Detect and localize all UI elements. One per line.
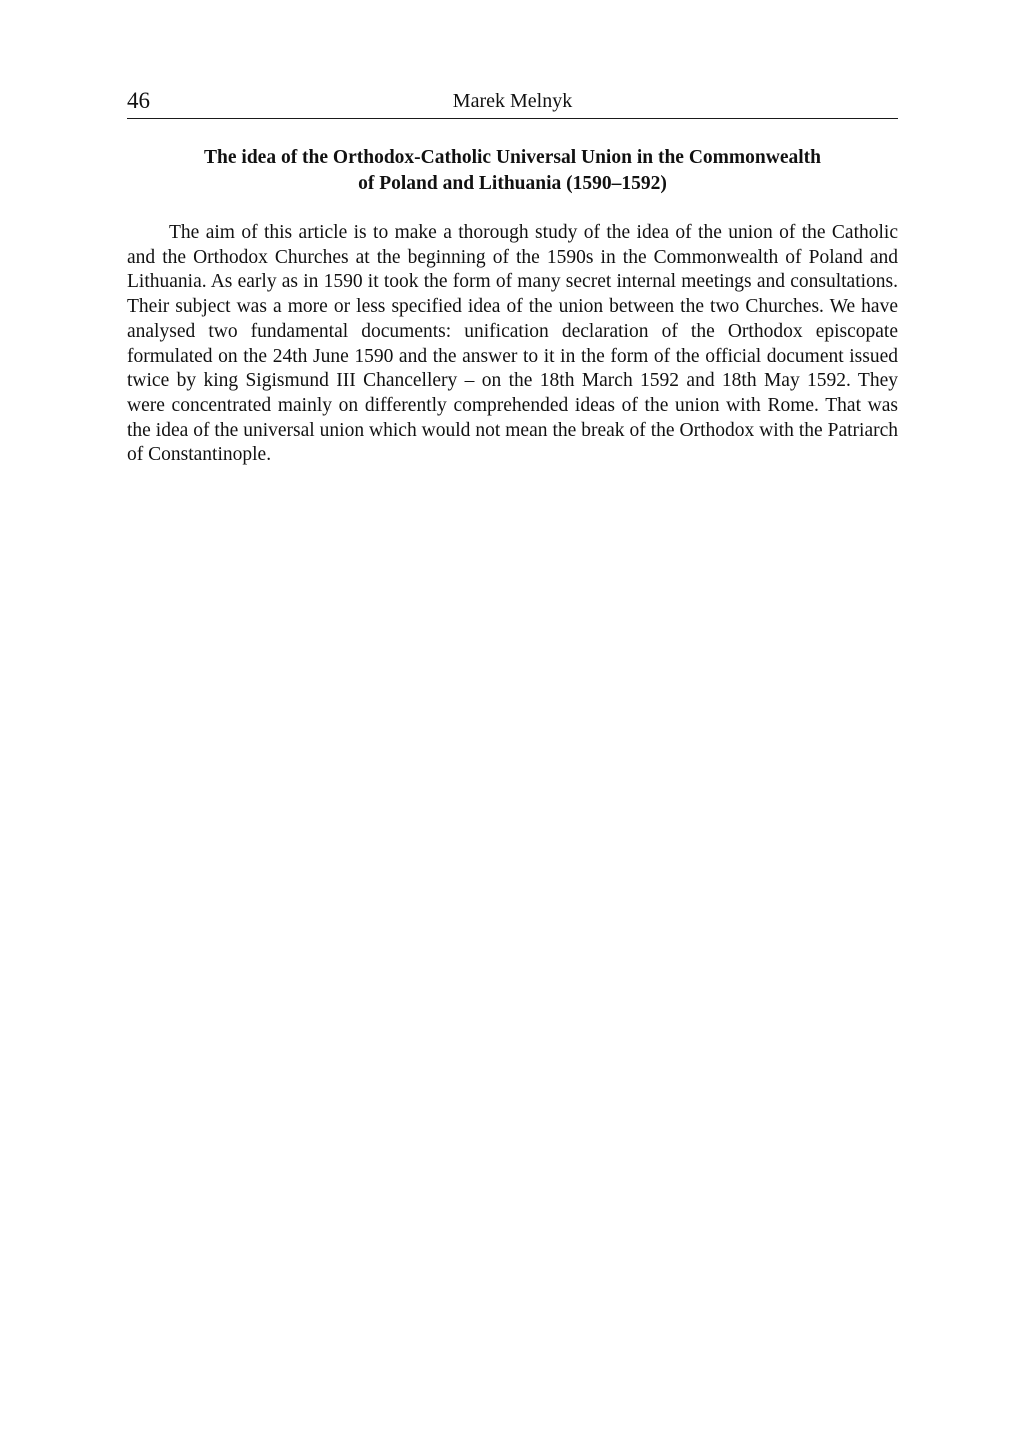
article-abstract: The aim of this article is to make a thorough study of the idea of the union of the Catholic and the Orthodox Churches at the beginning of the 1590s in the Commonwealth of Poland and Lithuania. As early as in 1590 it took the form of many secret internal meetings and consultations. Their subject was a more or less specified idea of the union between the two Churches. We have analysed two fundamental documents: unification declaration of the Orthodox episcopate formulated on the 24th June 1590 and the answer to it in the form of the official document issued twice by king Sigismund III Chancellery – on the 18th March 1592 and 18th May 1592. They were concentrated mainly on differently comprehended ideas of the union with Rome. That was the idea of the universal union which would not mean the break of the Orthodox with the Patriarch of Constantinople. [127, 222, 898, 466]
running-head-author: Marek Melnyk [452, 90, 573, 112]
running-head [127, 86, 898, 119]
article-title [127, 145, 898, 197]
article-title-line-2: of Poland and Lithuania (1590–1592) [358, 173, 667, 194]
article-title-line-1: The idea of the Orthodox-Catholic Universal Union in the Commonwealth [204, 147, 821, 168]
page-number: 46 [127, 88, 150, 113]
